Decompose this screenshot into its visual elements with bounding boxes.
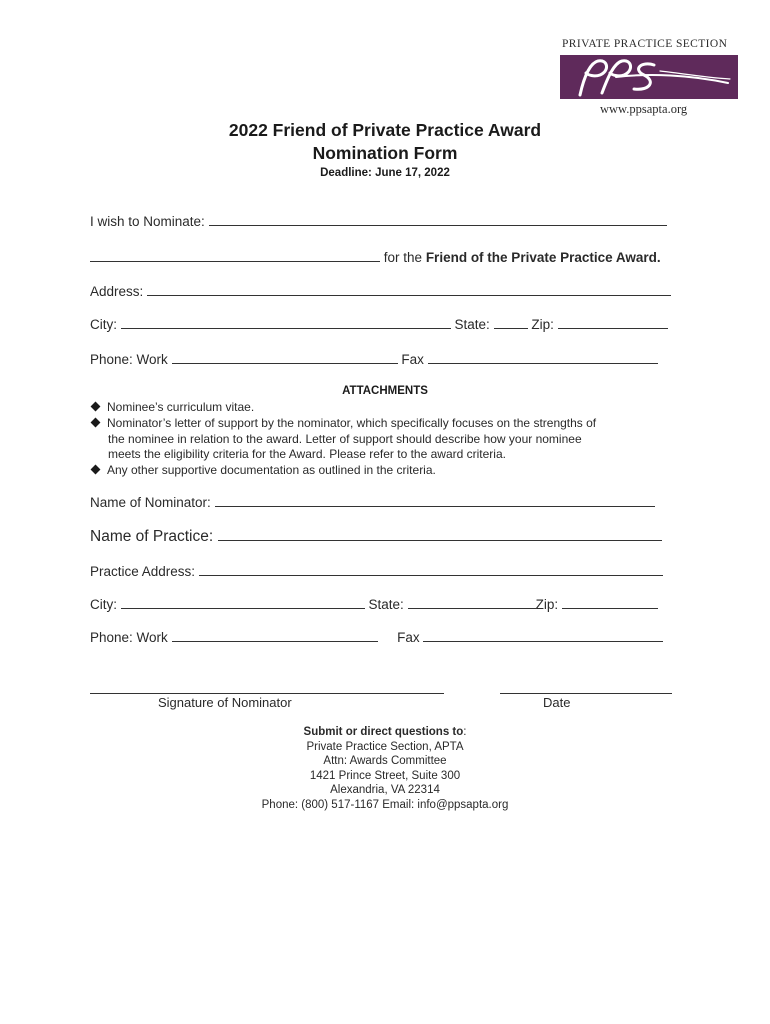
practice-label: Name of Practice:	[90, 528, 214, 545]
nominator-label: Name of Nominator:	[90, 495, 211, 510]
submit-heading	[0, 725, 770, 740]
phone-field[interactable]	[172, 352, 398, 364]
nominee-name-field-2[interactable]	[90, 250, 380, 262]
practice-address-label: Practice Address:	[90, 564, 196, 579]
practice-address-field[interactable]	[199, 564, 663, 576]
nominator-city-field[interactable]	[121, 597, 365, 609]
zip-label: Zip:	[531, 317, 554, 332]
zip-field[interactable]	[558, 317, 668, 329]
list-item	[90, 400, 254, 414]
diamond-bullet-icon	[91, 402, 101, 412]
contact-footer	[0, 725, 770, 812]
footer-line: Private Practice Section, APTA	[306, 740, 464, 753]
submit-colon: :	[463, 726, 467, 738]
nominator-state-field[interactable]	[408, 597, 536, 609]
address-label: Address:	[90, 284, 144, 299]
practice-address-row	[90, 564, 663, 579]
nominee-name-field[interactable]	[209, 214, 667, 226]
attachment-continuation: the nominee in relation to the award. Letter of support should describe how your nominee	[108, 432, 582, 446]
attachment-text: Nominator’s letter of support by the nominator, which specifically focuses on the strengths of	[107, 416, 597, 430]
footer-line: Alexandria, VA 22314	[330, 784, 440, 796]
practice-name-field[interactable]	[218, 529, 662, 541]
nominator-zip-field[interactable]	[562, 597, 658, 609]
nominator-row	[90, 495, 655, 510]
nominate-label: I wish to Nominate:	[90, 214, 205, 229]
date-field[interactable]	[500, 692, 672, 694]
fax-label: Fax	[397, 630, 420, 645]
signature-label: Signature of Nominator	[158, 695, 292, 710]
footer-line: Attn: Awards Committee	[323, 755, 447, 767]
submit-label: Submit or direct questions to	[303, 726, 464, 738]
nominator-city-row	[90, 597, 658, 612]
phone-row	[90, 352, 658, 367]
state-field[interactable]	[494, 317, 528, 329]
diamond-bullet-icon	[91, 465, 101, 475]
city-row	[90, 317, 668, 332]
date-label: Date	[543, 695, 571, 710]
city-field[interactable]	[121, 317, 451, 329]
list-item	[90, 463, 436, 477]
practice-row	[90, 528, 662, 546]
attachment-text: Nominee’s curriculum vitae.	[107, 400, 255, 414]
city-label: City:	[90, 597, 117, 612]
state-label: State:	[368, 597, 404, 612]
fax-field[interactable]	[428, 352, 658, 364]
city-label: City:	[90, 317, 117, 332]
award-row	[90, 250, 661, 265]
address-field[interactable]	[147, 284, 671, 296]
pps-script-icon	[560, 55, 738, 99]
pps-logo	[560, 36, 740, 120]
page-subtitle: Nomination Form	[312, 143, 458, 163]
for-the-text: for the	[383, 250, 423, 265]
address-row	[90, 284, 671, 299]
nominator-phone-field[interactable]	[172, 630, 378, 642]
deadline: Deadline: June 17, 2022	[320, 167, 450, 179]
logo-mark	[560, 55, 738, 99]
list-item	[90, 416, 596, 430]
phone-label: Phone: Work	[90, 352, 168, 367]
attachment-text: Any other supportive documentation as outlined in the criteria.	[107, 463, 436, 477]
diamond-bullet-icon	[91, 418, 101, 428]
nominator-fax-field[interactable]	[423, 630, 663, 642]
logo-org-name: PRIVATE PRACTICE SECTION	[562, 38, 728, 50]
phone-label: Phone: Work	[90, 630, 168, 645]
logo-url: www.ppsapta.org	[600, 102, 688, 116]
footer-line: 1421 Prince Street, Suite 300	[309, 769, 461, 782]
signature-field[interactable]	[90, 692, 444, 694]
attachment-continuation: meets the eligibility criteria for the Award. Please refer to the award criteria.	[108, 447, 506, 461]
footer-line: Phone: (800) 517-1167 Email: info@ppsapta.org	[261, 798, 509, 811]
zip-label: Zip:	[535, 597, 559, 612]
state-label: State:	[454, 317, 490, 332]
nominate-row	[90, 214, 667, 229]
nominator-name-field[interactable]	[215, 495, 655, 507]
nominator-phone-row	[90, 630, 663, 645]
fax-label: Fax	[401, 352, 424, 367]
attachments-heading: ATTACHMENTS	[342, 385, 428, 397]
page-title: 2022 Friend of Private Practice Award	[228, 120, 542, 140]
award-name: Friend of the Private Practice Award.	[425, 250, 661, 265]
